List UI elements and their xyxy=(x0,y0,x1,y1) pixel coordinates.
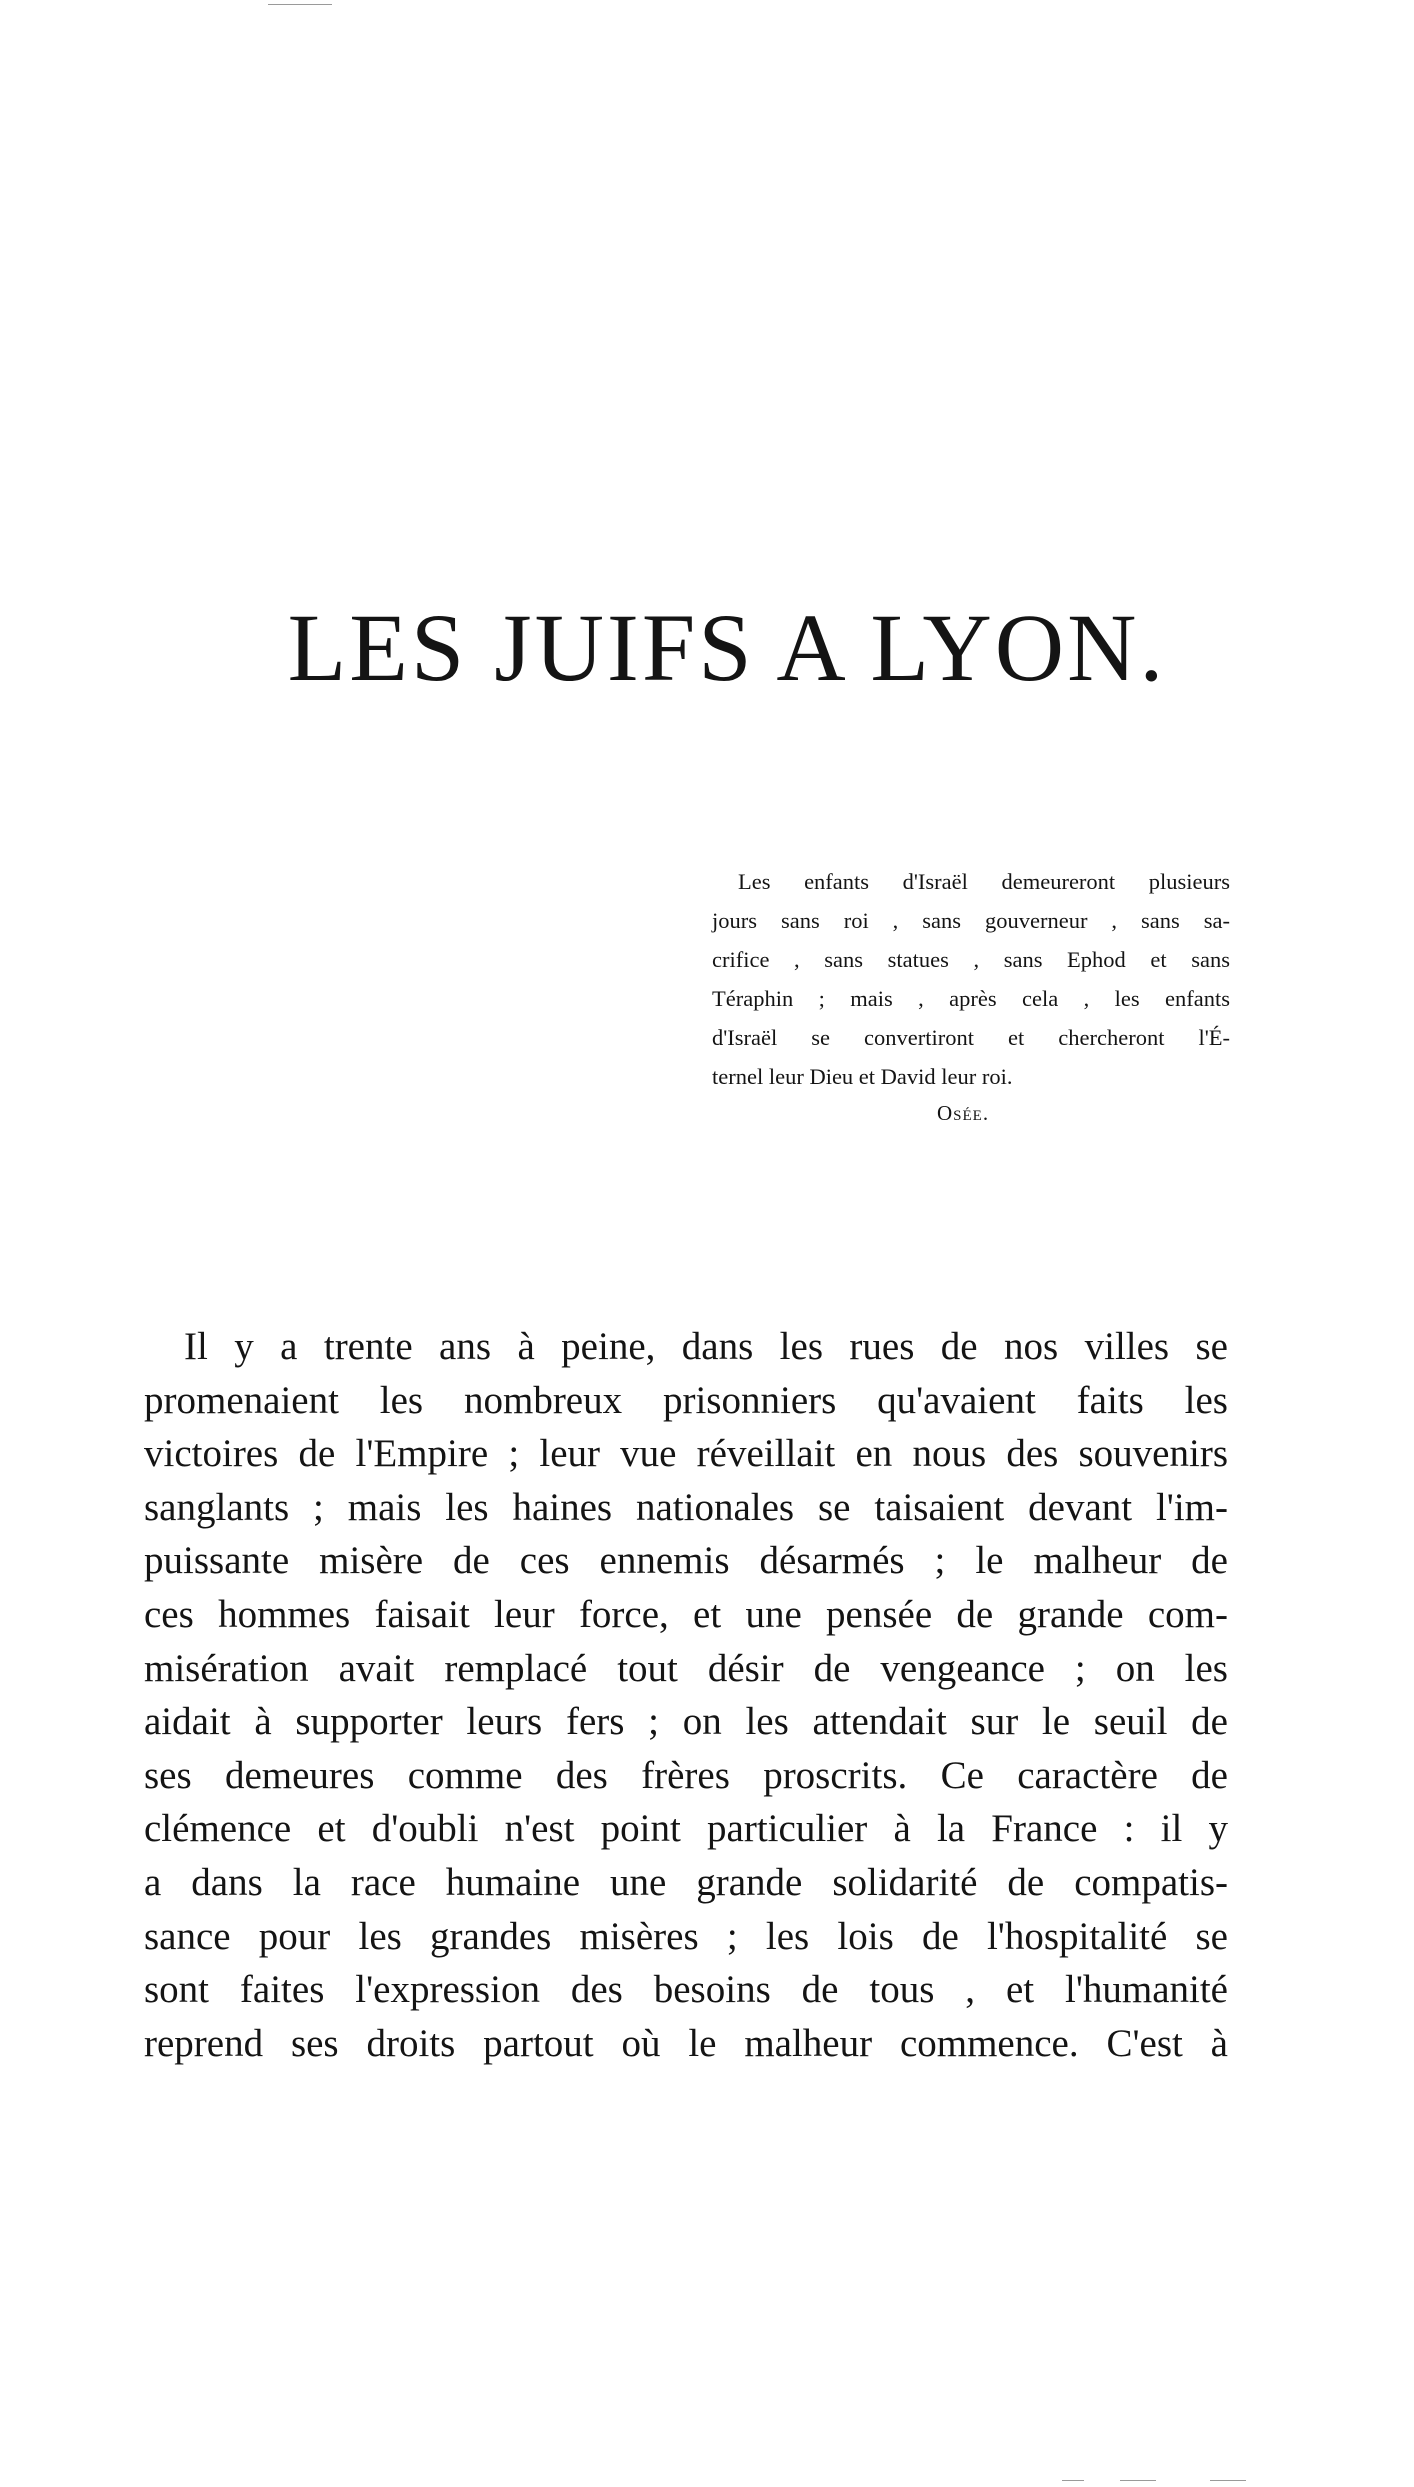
epigraph-line: ternel leur Dieu et David leur roi. xyxy=(712,1064,1013,1089)
epigraph-line: crifice , sans statues , sans Ephod et sans xyxy=(712,947,1230,972)
body-line: puissante misère de ces ennemis désarmés ; le malheur de xyxy=(144,1539,1228,1583)
body-line: clémence et d'oubli n'est point particulier à la France : il y xyxy=(144,1807,1228,1851)
chapter-title: LES JUIFS A LYON. xyxy=(287,594,1167,701)
epigraph-line: d'Israël se convertiront et chercheront l'É- xyxy=(712,1025,1230,1050)
epigraph-line: Les enfants d'Israël demeureront plusieurs xyxy=(738,869,1230,894)
body-line: sance pour les grandes misères ; les lois de l'hospitalité se xyxy=(144,1914,1228,1958)
body-line: victoires de l'Empire ; leur vue réveillait en nous des souvenirs xyxy=(144,1432,1228,1476)
epigraph-line: jours sans roi , sans gouverneur , sans sa- xyxy=(712,908,1230,933)
body-line: reprend ses droits partout où le malheur commence. C'est à xyxy=(144,2021,1228,2065)
epigraph xyxy=(712,862,1230,1130)
top-edge-rule xyxy=(268,4,332,5)
body-line: Il y a trente ans à peine, dans les rues de nos villes se xyxy=(184,1325,1228,1368)
epigraph-attribution: Osée. xyxy=(937,1101,990,1125)
body-line: misération avait remplacé tout désir de vengeance ; on les xyxy=(144,1646,1228,1690)
body-paragraph xyxy=(144,1320,1228,2070)
body-line: ces hommes faisait leur force, et une pensée de grande com- xyxy=(144,1592,1228,1636)
body-line: promenaient les nombreux prisonniers qu'avaient faits les xyxy=(144,1378,1228,1422)
epigraph-line: Téraphin ; mais , après cela , les enfants xyxy=(712,986,1230,1011)
bottom-edge-rule xyxy=(1062,2480,1084,2481)
bottom-edge-rule xyxy=(1210,2480,1246,2481)
body-line: a dans la race humaine une grande solidarité de compatis- xyxy=(144,1860,1228,1904)
body-line: sont faites l'expression des besoins de tous , et l'humanité xyxy=(144,1968,1228,2012)
body-line: aidait à supporter leurs fers ; on les attendait sur le seuil de xyxy=(144,1700,1228,1744)
body-line: ses demeures comme des frères proscrits. Ce caractère de xyxy=(144,1753,1228,1797)
bottom-edge-rule xyxy=(1120,2480,1156,2481)
body-line: sanglants ; mais les haines nationales se taisaient devant l'im- xyxy=(144,1485,1228,1529)
